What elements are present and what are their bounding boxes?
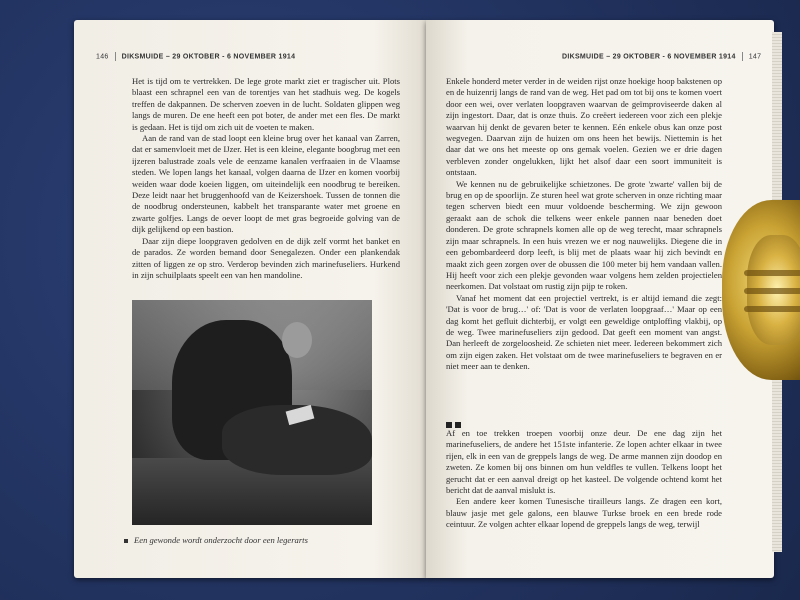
- header-separator: [115, 52, 116, 61]
- historical-photo: [132, 300, 372, 525]
- left-running-head: [96, 52, 295, 61]
- left-page-number: 146: [96, 53, 109, 61]
- paragraph: Af en toe trekken troepen voorbij onze deur. De ene dag zijn het marinefuseliers, de andere het 151ste infanterie. Ze lopen achter elkaar in twee rijen, elk in een van de greppels langs de weg. De arme mannen zijn doodop en zweten. Ze komen bij ons binnen om hun veldfles te vullen. Telkens loopt het gerucht dat er een aanval dreigt op het kasteel. De volgende ochtend komt het bericht dat de aanval mislukt is.: [446, 428, 722, 496]
- caption-bullet-icon: [124, 539, 128, 543]
- brass-ornament: [722, 200, 800, 380]
- photo-caption: [124, 535, 308, 545]
- right-chapter-title: DIKSMUIDE – 29 OKTOBER - 6 NOVEMBER 1914: [562, 53, 736, 61]
- paragraph: Enkele honderd meter verder in de weiden rijst onze hoekige hoop bakstenen op en de huizenrij langs de rand van de weg. Het pad om tot bij ons te komen voert door een wei, over verlaten loopgraven waarvan de geïmproviseerde daken al zijn ingestort. Daar, dat is onze thuis. Zo creëert iedereen voor zich een plekje waarvan hij denkt de gevaren beter te kennen. Eén enkele obus kan onze post wegvegen. Daarvan zijn de huizen om ons heen het bewijs. Niettemin is het daar dat we ons het meeste op ons gemak voelen. Gezien we er drie dagen verbleven zonder ongelukken, lijkt het alsof daar een soort immuniteit is ontstaan.: [446, 76, 722, 178]
- paragraph: We kennen nu de gebruikelijke schietzones. De grote 'zwarte' vallen bij de brug en op de spoorlijn. Ze sturen heel wat grote scherven in onze richting maar tegen scherven biedt een muur voldoende bescherming. We zijn gewoon geraakt aan de schok die telkens weer enkele pannen naar beneden doet donderen. De grote schrapnels komen alle op de weg terecht, maar schrapnels zijn maar schrapnels. In een huis vrezen we er nog nauwelijks. Diegene die in een gebombardeerd dorp leeft, is blij met de plaats waar hij zich bevindt en maakt zich geen zorgen over de obussen die 100 meter bij hem vandaan vallen. Hij heeft voor zich een plekje gevonden waar volgens hem zelden projectielen neerkomen. Dat volstaat om rustig zijn pijp te roken.: [446, 178, 722, 292]
- paragraph: Aan de rand van de stad loopt een kleine brug over het kanaal van Zarren, dat er samenvloeit met de IJzer. Het is een kleine, elegante boogbrug met een ijzeren balustrade zoals vele de eenzame kanalen verfraaien in de Vlaamse steden. We lopen langs het kanaal, volgen daarna de IJzer en komen voorbij weiden waar dode koeien liggen, om uiteindelijk een noodbrug te bereiken. Deze leidt naar het bruggenhoofd van de Keizershoek. Tussen de tonnen die de noodbrug ondersteunen, kabbelt het transparante water met groene en zwarte golfjes. Langs de oever loopt de met gras begroeide golving van de dijk gelijkend op een bastion.: [132, 133, 400, 235]
- left-chapter-title: DIKSMUIDE – 29 OKTOBER - 6 NOVEMBER 1914: [121, 53, 296, 61]
- right-page-number: 147: [748, 53, 762, 61]
- open-book: [74, 14, 774, 584]
- paragraph: Daar zijn diepe loopgraven gedolven en de dijk zelf vormt het banket en de parados. Ze worden bemand door Senegalezen. Onder een plankendak zitten of liggen ze op stro. Verderop bevinden zich marinefuseliers. Hurkend in zijn schuilplaats speelt een van hen mandoline.: [132, 235, 400, 280]
- header-separator: [742, 52, 743, 61]
- right-running-head: [562, 52, 761, 61]
- paragraph: Het is tijd om te vertrekken. De lege grote markt ziet er tragischer uit. Plots blaast een schrapnel een van de torentjes van het stadhuis weg. De kogels treffen de dakpannen. De scherven zoeven in de lucht. Soldaten glippen weg langs de muren. De ene heeft een pot boter, de ander met een fles. De markt is gedaan. Het is tijd om zich uit de voeten te maken.: [132, 76, 400, 132]
- left-body-text: [132, 76, 400, 281]
- left-page: [74, 20, 426, 578]
- paragraph: Vanaf het moment dat een projectiel vertrekt, is er altijd iemand die zegt: 'Dat is voor de brug…' of: 'Dat is voor de verlaten loopgraaf…' Maar op een dag komt het gefluit dichterbij, er volgt een geweldige ontploffing vlakbij, op de weg. Twee marinefuseliers zijn gedood. Dat geeft een moment van angst. Dan herleeft de zorgeloosheid. Ze schieten niet meer. Iedereen bekommert zich om zijn eigen zaken. Het volstaat om de twee marinefuseliers te begraven en er niet meer aan te denken.: [446, 292, 722, 372]
- caption-text: Een gewonde wordt onderzocht door een legerarts: [134, 535, 308, 545]
- right-body-text-top: [446, 76, 722, 373]
- paragraph: Een andere keer komen Tunesische tirailleurs langs. Ze dragen een kort, blauw jasje met gele galons, een blauwe Turkse broek en een brede rode ceintuur. Ze volgen achter elkaar lopend de greppels langs de weg, terwijl: [446, 496, 722, 530]
- right-body-text-bottom: [446, 428, 722, 531]
